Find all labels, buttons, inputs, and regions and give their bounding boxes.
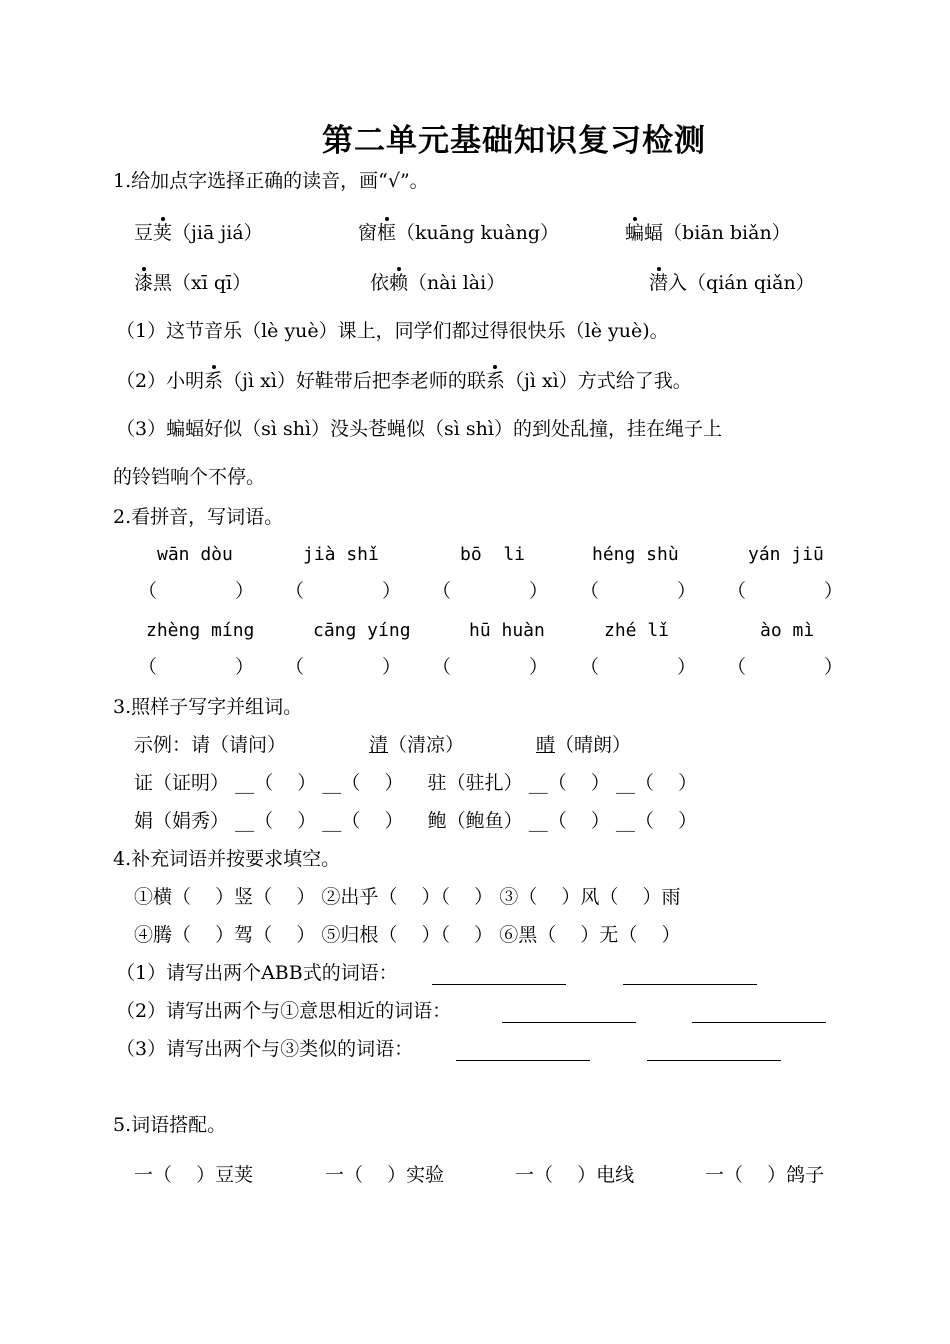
q1-item-1: 豆荚（jiā jiá） (134, 222, 263, 244)
pinyin-8: hū huàn (469, 620, 545, 641)
page-title: 第二单元基础知识复习检测 (322, 123, 706, 159)
q4-line-1: ①横（ ）竖（ ） ②出乎（ ）（ ） ③（ ）风（ ）雨 (134, 886, 681, 908)
q3-example-3: 晴（晴朗） (536, 734, 632, 756)
q1-sentence-3: （3）蝙蝠好似（sì shì）没头苍蝇似（sì shì）的到处乱撞，挂在绳子上 (116, 418, 722, 440)
q3-heading: 3.照样子写字并组词。 (113, 696, 303, 718)
answer-line[interactable] (647, 1060, 781, 1061)
answer-box-1[interactable]: （ ） (138, 580, 255, 602)
q5-item-1: 一（ ）豆荚 (134, 1164, 254, 1186)
answer-box-2[interactable]: （ ） (285, 580, 402, 602)
q5-heading: 5.词语搭配。 (113, 1114, 227, 1136)
answer-box-5[interactable]: （ ） (727, 580, 844, 602)
q2-heading: 2.看拼音，写词语。 (113, 506, 284, 528)
pinyin-4: héng shù (592, 544, 679, 565)
q1-sentence-2: （2）小明系（jì xì）好鞋带后把李老师的联系（jì xì）方式给了我。 (116, 370, 692, 392)
answer-line[interactable] (456, 1060, 590, 1061)
answer-line[interactable] (432, 984, 566, 985)
pinyin-5: yán jiū (748, 544, 824, 565)
q1-heading: 1.给加点字选择正确的读音，画“√”。 (113, 170, 429, 192)
answer-line[interactable] (623, 984, 757, 985)
q3-example-2: 清（清凉） (369, 734, 465, 756)
answer-box-4[interactable]: （ ） (580, 580, 697, 602)
answer-box-10[interactable]: （ ） (727, 656, 844, 678)
q3-line-2: 娟（娟秀） __（ ） __（ ） 鲍（鲍鱼） __（ ） __（ ） (134, 810, 698, 832)
q5-item-2: 一（ ）实验 (325, 1164, 445, 1186)
pinyin-10: ào mì (760, 620, 815, 641)
q4-sub-2: （2）请写出两个与①意思相近的词语： (116, 1000, 452, 1022)
answer-box-6[interactable]: （ ） (138, 656, 255, 678)
q5-item-3: 一（ ）电线 (515, 1164, 635, 1186)
pinyin-2: jià shǐ (303, 544, 379, 565)
answer-box-7[interactable]: （ ） (285, 656, 402, 678)
q4-sub-3: （3）请写出两个与③类似的词语： (116, 1038, 414, 1060)
answer-box-9[interactable]: （ ） (580, 656, 697, 678)
q4-sub-1: （1）请写出两个ABB式的词语： (116, 962, 398, 984)
pinyin-9: zhé lǐ (604, 620, 670, 641)
q1-item-6: 潜入（qián qiǎn） (649, 272, 815, 294)
q3-line-1: 证（证明） __（ ） __（ ） 驻（驻扎） __（ ） __（ ） (134, 772, 698, 794)
answer-line[interactable] (692, 1022, 826, 1023)
q1-item-5: 依赖（nài lài） (370, 272, 506, 294)
pinyin-7: cāng yíng (313, 620, 411, 641)
answer-line[interactable] (502, 1022, 636, 1023)
q1-item-2: 窗框（kuāng kuàng） (358, 222, 560, 244)
pinyin-6: zhèng míng (146, 620, 255, 641)
answer-box-3[interactable]: （ ） (432, 580, 549, 602)
pinyin-3: bō li (460, 544, 526, 565)
q4-line-2: ④腾（ ）驾（ ） ⑤归根（ ）（ ） ⑥黑（ ）无（ ） (134, 924, 681, 946)
q3-example-1: 示例：请（请问） (134, 734, 287, 756)
q4-heading: 4.补充词语并按要求填空。 (113, 848, 341, 870)
q1-sentence-3-cont: 的铃铛响个不停。 (113, 466, 266, 488)
answer-box-8[interactable]: （ ） (432, 656, 549, 678)
q1-item-4: 漆黑（xī qī） (134, 272, 252, 294)
q1-sentence-1: （1）这节音乐（lè yuè）课上，同学们都过得很快乐（lè yuè)。 (116, 320, 669, 342)
pinyin-1: wān dòu (157, 544, 233, 565)
q1-item-3: 蝙蝠（biān biǎn） (625, 222, 791, 244)
q5-item-4: 一（ ）鸽子 (705, 1164, 825, 1186)
